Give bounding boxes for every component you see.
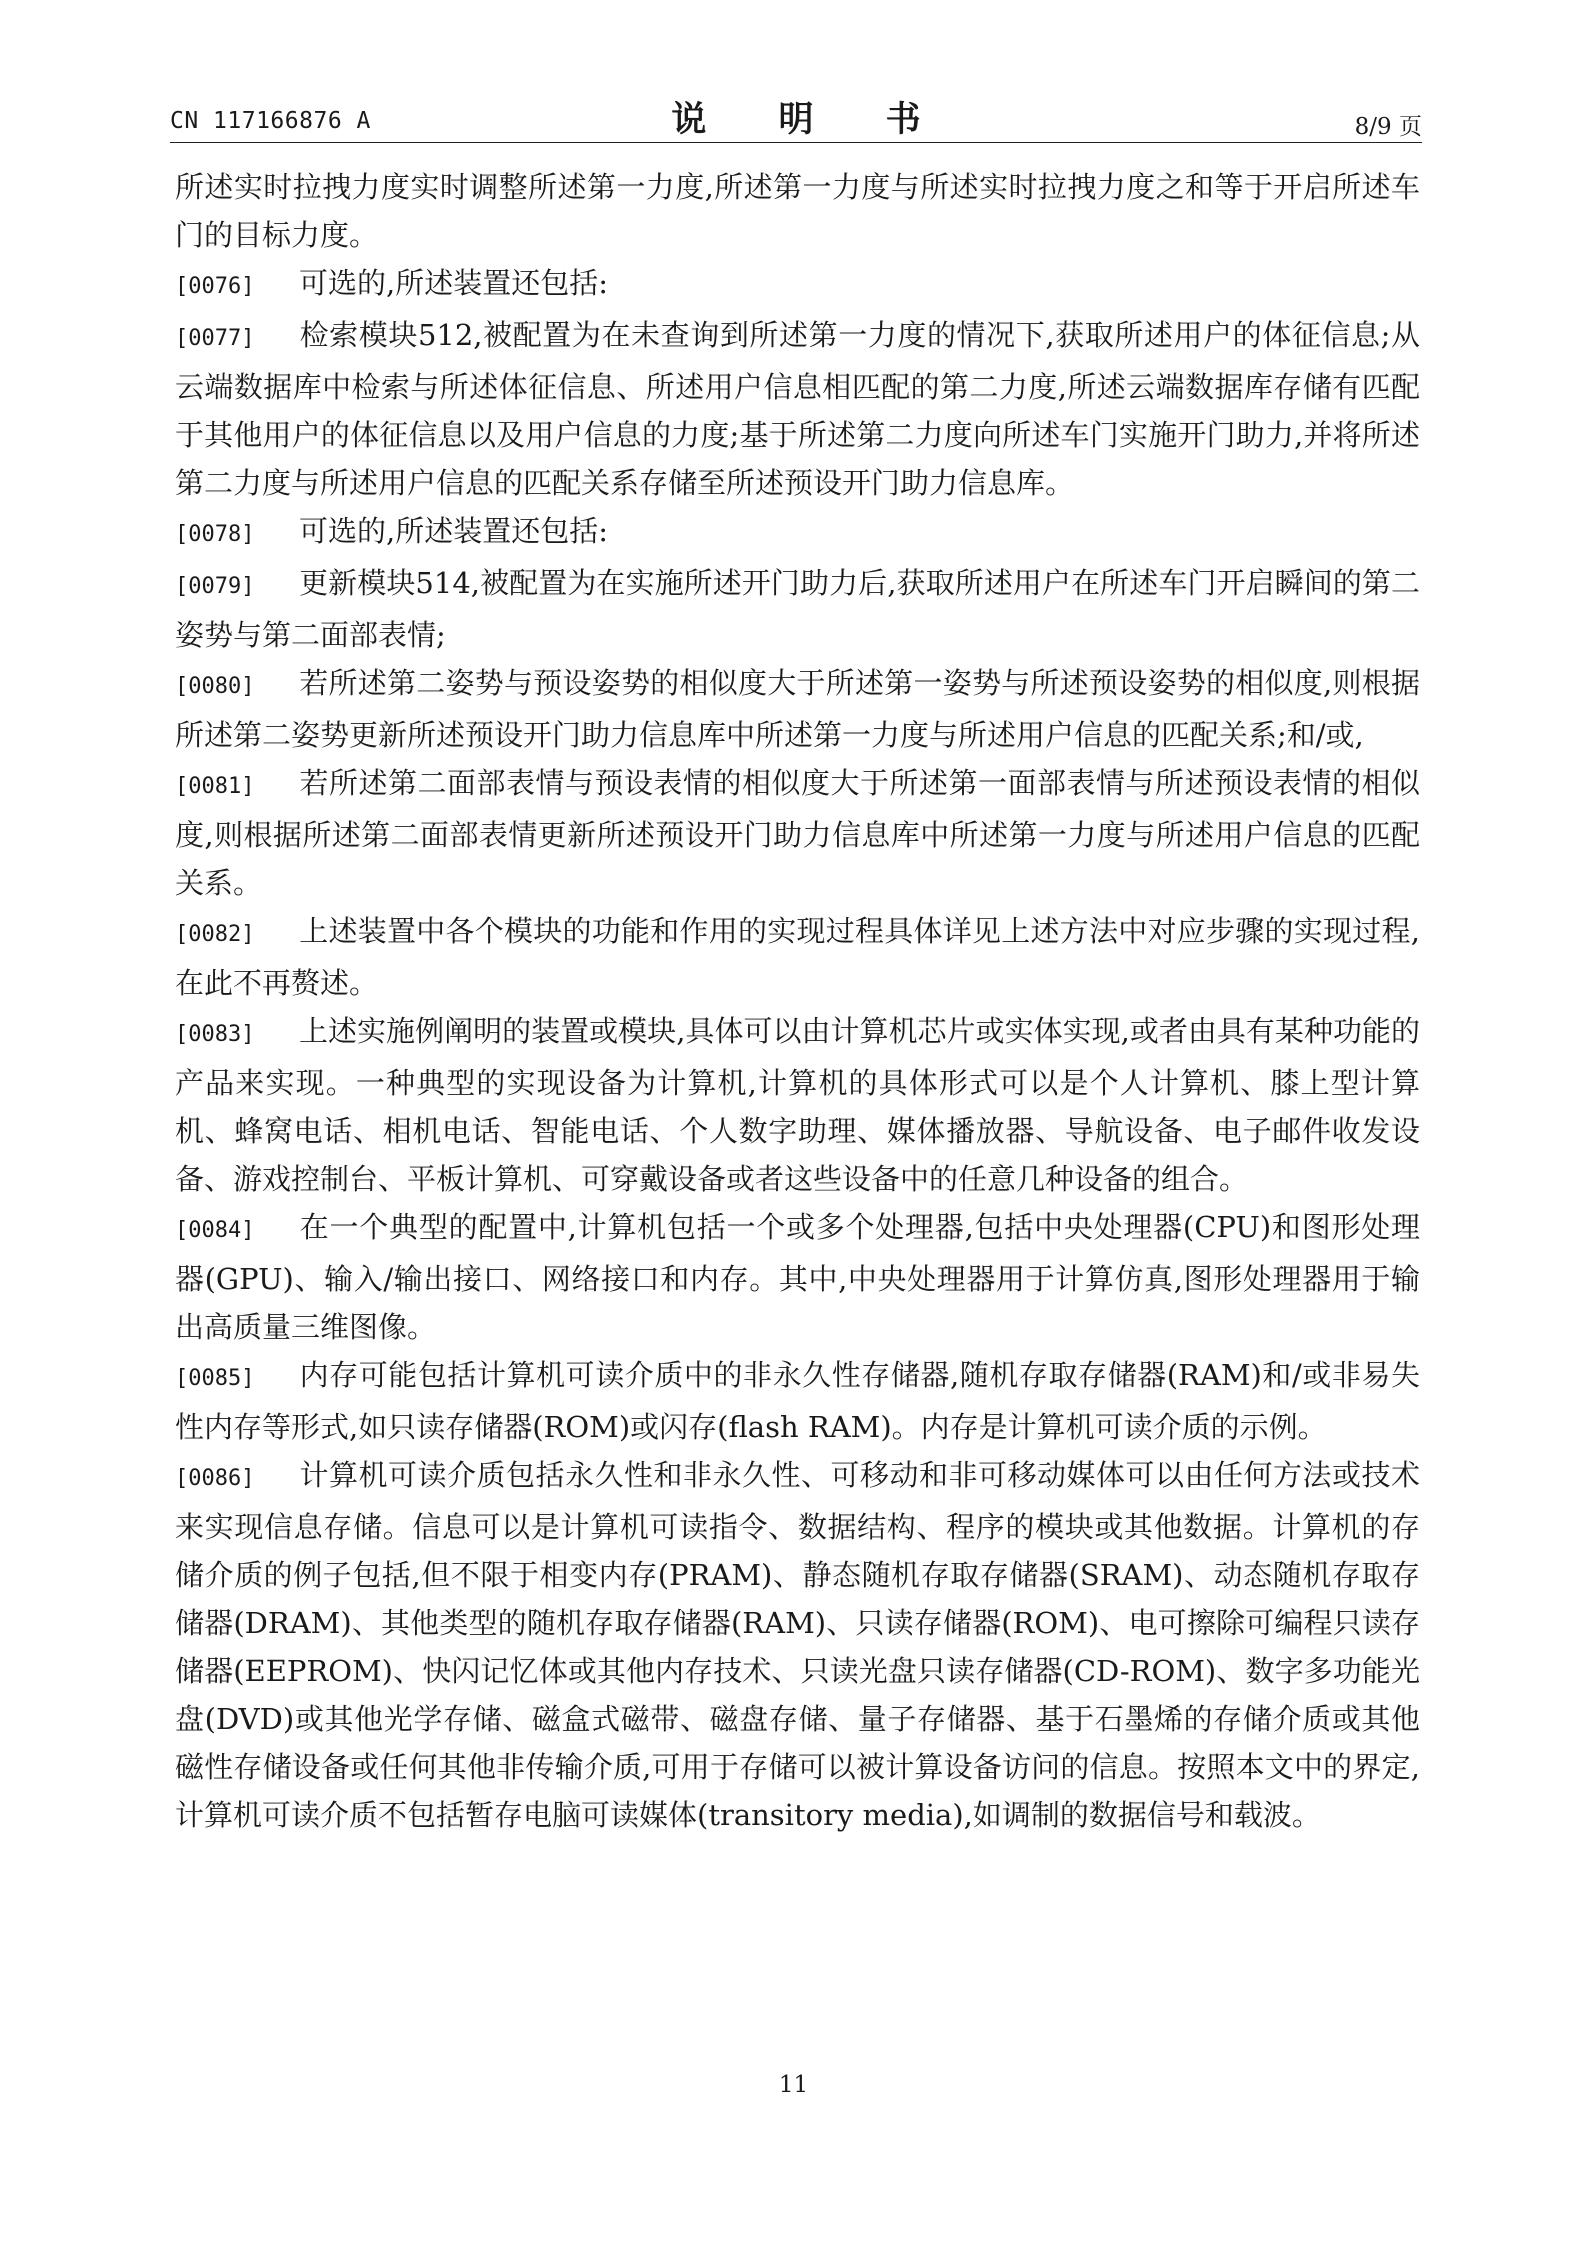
page-count: 8/9 页 xyxy=(1354,114,1422,140)
paragraph-0083 xyxy=(175,1007,1420,1203)
paragraph-0076 xyxy=(175,259,1420,311)
paragraph-text: 上述实施例阐明的装置或模块,具体可以由计算机芯片或实体实现,或者由具有某种功能的产品来实现。一种典型的实现设备为计算机,计算机的具体形式可以是个人计算机、膝上型计算机、蜂窝电话、相机电话、智能电话、个人数字助理、媒体播放器、导航设备、电子邮件收发设备、游戏控制台、平板计算机、可穿戴设备或者这些设备中的任意几种设备的组合。 xyxy=(175,1014,1420,1196)
paragraph-0084 xyxy=(175,1203,1420,1351)
paragraph-text: 可选的,所述装置还包括: xyxy=(299,514,608,548)
paragraph-0079 xyxy=(175,559,1420,659)
paragraph-number: [0083] xyxy=(175,1022,255,1047)
paragraph-text: 若所述第二面部表情与预设表情的相似度大于所述第一面部表情与所述预设表情的相似度,则根据所述第二面部表情更新所述预设开门助力信息库中所述第一力度与所述用户信息的匹配关系。 xyxy=(175,766,1420,900)
page-number: 11 xyxy=(778,2072,809,2098)
paragraph-text: 可选的,所述装置还包括: xyxy=(299,266,608,300)
continuation-text: 所述实时拉拽力度实时调整所述第一力度,所述第一力度与所述实时拉拽力度之和等于开启所述车门的目标力度。 xyxy=(175,170,1420,252)
paragraph-0085 xyxy=(175,1351,1420,1451)
paragraph-number: [0078] xyxy=(175,522,255,547)
paragraph-number: [0080] xyxy=(175,674,255,699)
paragraph-0081 xyxy=(175,759,1420,907)
paragraph-0082 xyxy=(175,907,1420,1007)
paragraph-number: [0081] xyxy=(175,774,255,799)
paragraph-text: 若所述第二姿势与预设姿势的相似度大于所述第一姿势与所述预设姿势的相似度,则根据所述第二姿势更新所述预设开门助力信息库中所述第一力度与所述用户信息的匹配关系;和/或, xyxy=(175,666,1420,752)
paragraph-text: 上述装置中各个模块的功能和作用的实现过程具体详见上述方法中对应步骤的实现过程,在此不再赘述。 xyxy=(175,914,1420,1000)
paragraph-text: 检索模块512,被配置为在未查询到所述第一力度的情况下,获取所述用户的体征信息;从云端数据库中检索与所述体征信息、所述用户信息相匹配的第二力度,所述云端数据库存储有匹配于其他用户的体征信息以及用户信息的力度;基于所述第二力度向所述车门实施开门助力,并将所述第二力度与所述用户信息的匹配关系存储至所述预设开门助力信息库。 xyxy=(175,318,1420,500)
paragraph-0077 xyxy=(175,311,1420,507)
page-header xyxy=(170,92,1422,143)
paragraph-text: 计算机可读介质包括永久性和非永久性、可移动和非可移动媒体可以由任何方法或技术来实现信息存储。信息可以是计算机可读指令、数据结构、程序的模块或其他数据。计算机的存储介质的例子包括,但不限于相变内存(PRAM)、静态随机存取存储器(SRAM)、动态随机存取存储器(DRAM)、其他类型的随机存取存储器(RAM)、只读存储器(ROM)、电可擦除可编程只读存储器(EEPROM)、快闪记忆体或其他内存技术、只读光盘只读存储器(CD-ROM)、数字多功能光盘(DVD)或其他光学存储、磁盒式磁带、磁盘存储、量子存储器、基于石墨烯的存储介质或其他磁性存储设备或任何其他非传输介质,可用于存储可以被计算设备访问的信息。按照本文中的界定,计算机可读介质不包括暂存电脑可读媒体(transitory media),如调制的数据信号和载波。 xyxy=(175,1458,1420,1832)
document-title: 说 明 书 xyxy=(671,99,951,140)
paragraph-number: [0079] xyxy=(175,574,255,599)
document-body xyxy=(175,163,1420,1839)
paragraph-text: 内存可能包括计算机可读介质中的非永久性存储器,随机存取存储器(RAM)和/或非易失性内存等形式,如只读存储器(ROM)或闪存(flash RAM)。内存是计算机可读介质的示例。 xyxy=(175,1358,1420,1444)
paragraph-number: [0085] xyxy=(175,1366,255,1391)
paragraph-number: [0076] xyxy=(175,274,255,299)
paragraph-0086 xyxy=(175,1451,1420,1839)
paragraph-text: 在一个典型的配置中,计算机包括一个或多个处理器,包括中央处理器(CPU)和图形处理器(GPU)、输入/输出接口、网络接口和内存。其中,中央处理器用于计算仿真,图形处理器用于输出高质量三维图像。 xyxy=(175,1210,1420,1344)
paragraph-text: 更新模块514,被配置为在实施所述开门助力后,获取所述用户在所述车门开启瞬间的第二姿势与第二面部表情; xyxy=(175,566,1420,652)
paragraph-number: [0082] xyxy=(175,922,255,947)
paragraph-0080 xyxy=(175,659,1420,759)
publication-number: CN 117166876 A xyxy=(170,108,371,134)
paragraph-0078 xyxy=(175,507,1420,559)
paragraph-number: [0077] xyxy=(175,326,255,351)
paragraph-number: [0086] xyxy=(175,1466,255,1491)
paragraph-number: [0084] xyxy=(175,1218,255,1243)
